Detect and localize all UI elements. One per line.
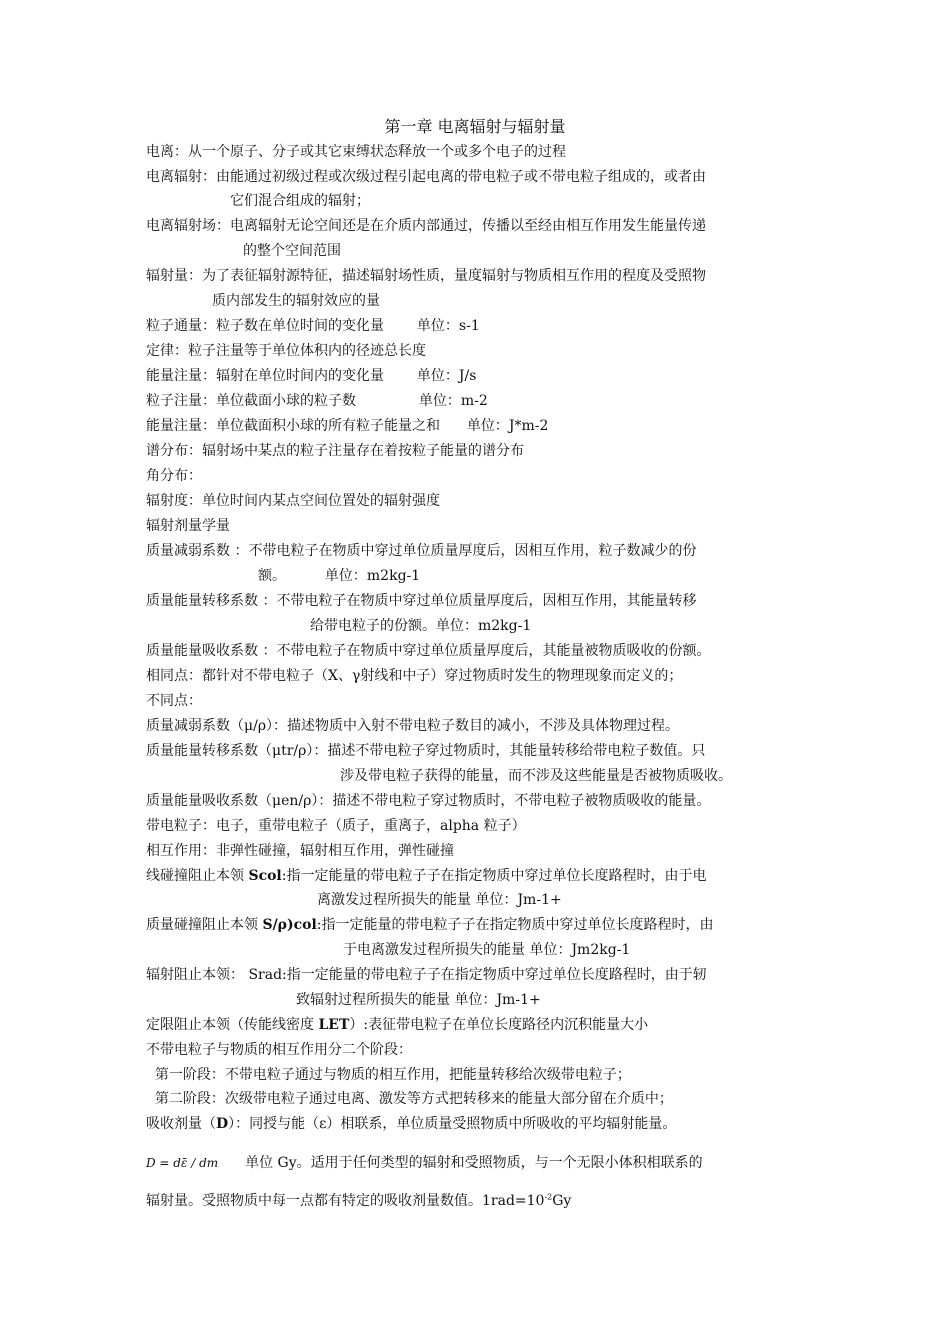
text-line: 谱分布：辐射场中某点的粒子注量存在着按粒子能量的谱分布 (146, 443, 524, 459)
text-line: 质量能量转移系数 ：不带电粒子在物质中穿过单位质量厚度后，因相互作用，其能量转移 (146, 593, 697, 609)
text-line: D = dε̄ / dm 单位 Gy。适用于任何类型的辐射和受照物质，与一个无限小体积相联系的 (146, 1155, 703, 1171)
text-line: 电离：从一个原子、分子或其它束缚状态释放一个或多个电子的过程 (146, 144, 566, 160)
text-line-continued: 的整个空间范围 (243, 243, 341, 259)
text-line: 电离辐射场：电离辐射无论空间还是在介质内部通过，传播以至经由相互作用发生能量传递 (146, 218, 706, 234)
text-line: 定限阻止本领（传能线密度 LET）:表征带电粒子在单位长度路径内沉积能量大小 (146, 1017, 649, 1033)
text-line: 线碰撞阻止本领 Scol:指一定能量的带电粒子子在指定物质中穿过单位长度路程时，由于电 (146, 868, 707, 884)
text-line: 第二阶段：次级带电粒子通过电离、激发等方式把转移来的能量大部分留在介质中； (146, 1091, 673, 1107)
unit-label: 单位：m2kg-1 (324, 568, 421, 584)
symbol-d: D (216, 1116, 229, 1132)
text-line-continued: 涉及带电粒子获得的能量，而不涉及这些能量是否被物质吸收。 (340, 768, 732, 784)
chapter-title: 第一章 电离辐射与辐射量 (384, 117, 566, 136)
term-definition: 粒子通量：粒子数在单位时间的变化量 (146, 318, 384, 334)
text-line: 辐射量。受照物质中每一点都有特定的吸收剂量数值。$1rad=10^{-2}Gy$ (146, 1192, 572, 1209)
text-line-continued: 离激发过程所损失的能量 单位：Jm-1+ (317, 892, 562, 908)
term-definition: 粒子注量：单位截面小球的粒子数 (146, 393, 356, 409)
text-line (146, 415, 810, 437)
text-line: 不带电粒子与物质的相互作用分二个阶段： (146, 1042, 412, 1058)
text-line-continued: 于电离激发过程所损失的能量 单位：Jm2kg-1 (343, 942, 631, 958)
term-definition: 能量注量：单位截面积小球的所有粒子能量之和 (146, 418, 440, 434)
symbol-s-rho-col: S/ρ)col (262, 917, 317, 933)
unit-label: 单位：J/s (416, 368, 477, 384)
text-line: 辐射量：为了表征辐射源特征，描述辐射场性质，量度辐射与物质相互作用的程度及受照物 (146, 268, 706, 284)
unit-label: 单位：m-2 (418, 393, 488, 409)
text-line-continued: 质内部发生的辐射效应的量 (212, 293, 380, 309)
text-line: 相互作用：非弹性碰撞，辐射相互作用，弹性碰撞 (146, 843, 454, 859)
text-line: 定律：粒子注量等于单位体积内的径迹总长度 (146, 343, 426, 359)
symbol-scol: Scol (248, 868, 282, 884)
text-line: 带电粒子：电子，重带电粒子（质子，重离子，alpha 粒子） (146, 818, 526, 834)
text-line (146, 315, 810, 337)
unit-label: 单位：J*m-2 (466, 418, 549, 434)
text-line-continued: 额。 单位：m2kg-1 (258, 568, 421, 584)
text-line (146, 390, 810, 412)
section-heading: 辐射剂量学量 (146, 518, 230, 534)
text-line: 质量能量吸收系数（μen/ρ）：描述不带电粒子穿过物质时，不带电粒子被物质吸收的能量。 (146, 793, 711, 809)
term-definition: 能量注量：辐射在单位时间内的变化量 (146, 368, 384, 384)
text-line: 第一阶段：不带电粒子通过与物质的相互作用，把能量转移给次级带电粒子； (146, 1067, 631, 1083)
text-line: 电离辐射：由能通过初级过程或次级过程引起电离的带电粒子或不带电粒子组成的，或者由 (146, 169, 706, 185)
text-line: 质量能量吸收系数 ：不带电粒子在物质中穿过单位质量厚度后，其能量被物质吸收的份额。 (146, 643, 711, 659)
exponent: -2 (544, 1192, 553, 1202)
absorbed-dose-formula: D = dε̄ / dm (146, 1156, 219, 1170)
text-line: 质量减弱系数（μ/ρ）：描述物质中入射不带电粒子数目的减小，不涉及具体物理过程。 (146, 718, 680, 734)
text-line: 辐射阻止本领： Srad:指一定能量的带电粒子子在指定物质中穿过单位长度路程时，由于轫 (146, 967, 707, 983)
text-line: 质量碰撞阻止本领 S/ρ)col:指一定能量的带电粒子子在指定物质中穿过单位长度路程时，由 (146, 917, 714, 933)
text-line: 相同点：都针对不带电粒子（X、γ射线和中子）穿过物质时发生的物理现象而定义的； (146, 668, 683, 684)
text-line-continued: 给带电粒子的份额。单位：m2kg-1 (310, 618, 532, 634)
symbol-let: LET (318, 1017, 350, 1033)
text-line-continued: 它们混合组成的辐射； (230, 193, 370, 209)
unit-label: 单位：s-1 (416, 318, 480, 334)
text-line: 辐射度：单位时间内某点空间位置处的辐射强度 (146, 493, 440, 509)
text-line: 质量能量转移系数（μtr/ρ）：描述不带电粒子穿过物质时，其能量转移给带电粒子数值。只 (146, 743, 706, 759)
text-line-continued: 致辐射过程所损失的能量 单位：Jm-1+ (296, 992, 541, 1008)
text-line: 质量减弱系数 ：不带电粒子在物质中穿过单位质量厚度后，因相互作用，粒子数减少的份 (146, 543, 697, 559)
text-line (146, 365, 810, 387)
text-line: 吸收剂量（D）：同授与能（ε）相联系，单位质量受照物质中所吸收的平均辐射能量。 (146, 1116, 677, 1132)
text-line: 不同点： (146, 693, 202, 709)
text-line: 角分布： (146, 468, 202, 484)
